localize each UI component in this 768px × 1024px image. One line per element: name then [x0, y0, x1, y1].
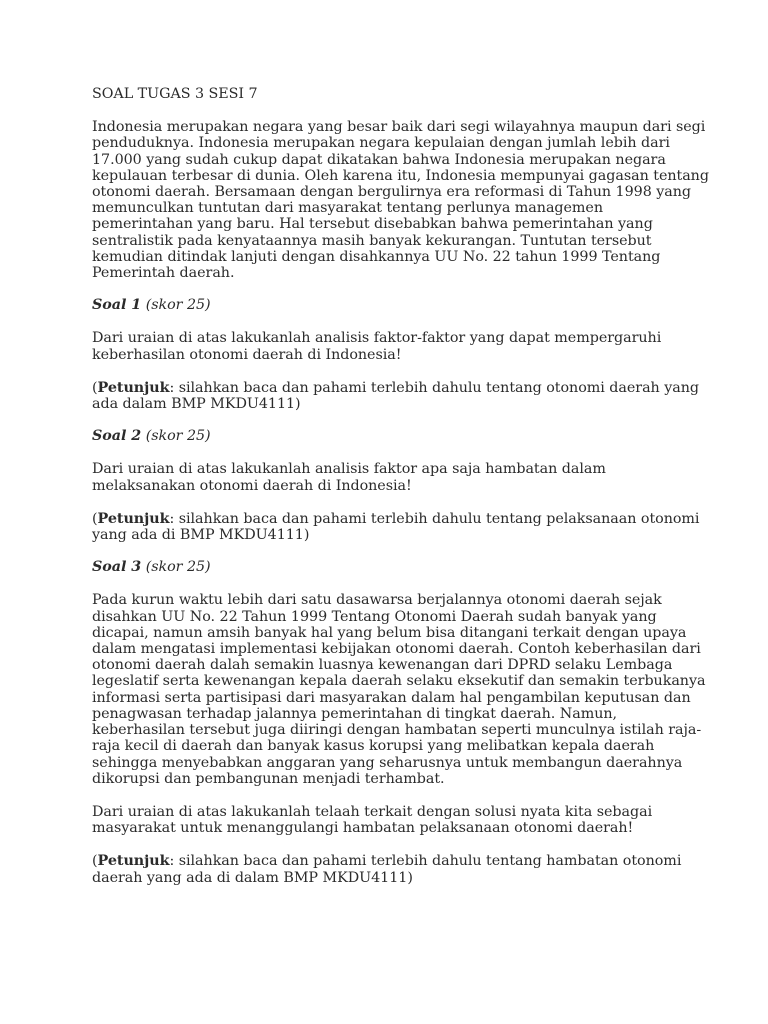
intro-line: memunculkan tuntutan dari masyarakat tentang perlunya managemen: [92, 200, 604, 217]
soal-3-body: [92, 592, 706, 787]
question-line: melaksanakan otonomi daerah di Indonesia!: [92, 477, 412, 494]
question-line: keberhasilan otonomi daerah di Indonesia!: [92, 346, 402, 363]
soal-2-title: Soal 2: [92, 428, 142, 445]
soal-3-hint: [92, 853, 684, 885]
body-line: dikorupsi dan pembangunan menjadi terhambat.: [92, 770, 445, 787]
body-line: dalam mengatasi implementasi kebijakan otonomi daerah. Contoh keberhasilan dari: [92, 641, 701, 658]
soal-1-title: Soal 1: [92, 297, 142, 314]
hint-line: [92, 510, 700, 527]
hint-line: [92, 379, 699, 396]
hint-line: daerah yang ada di dalam BMP MKDU4111): [92, 869, 413, 886]
soal-1-question: [92, 330, 684, 362]
question-line: Dari uraian di atas lakukanlah analisis faktor apa saja hambatan dalam: [92, 461, 606, 478]
soal-1-heading: [92, 297, 684, 313]
soal-2-score: (skor 25): [145, 428, 211, 445]
soal-2-hint: [92, 510, 700, 544]
document-page: [92, 86, 709, 886]
soal-3-score: (skor 25): [145, 559, 211, 576]
hint-text: : silahkan baca dan pahami terlebih dahulu tentang otonomi daerah yang: [169, 379, 699, 396]
body-line: otonomi daerah dalah semakin luasnya kewenangan dari DPRD selaku Lembaga: [92, 657, 673, 674]
soal-3-heading: [92, 559, 684, 575]
body-line: disahkan UU No. 22 Tahun 1999 Tentang Otonomi Daerah sudah banyak yang: [92, 608, 657, 625]
body-line: dicapai, namun amsih banyak hal yang belum bisa ditangani terkait dengan upaya: [92, 624, 687, 641]
body-line: penagwasan terhadap jalannya pemerintahan di tingkat daerah. Namun,: [92, 705, 618, 722]
soal-2-question: [92, 461, 684, 493]
document-title: SOAL TUGAS 3 SESI 7: [92, 86, 258, 102]
hint-label: Petunjuk: [97, 379, 170, 396]
hint-line: [92, 853, 684, 869]
body-line: sehingga menyebabkan anggaran yang seharusnya untuk membangun daerahnya: [92, 754, 683, 771]
hint-open-paren: (: [92, 379, 98, 396]
intro-line: 17.000 yang sudah cukup dapat dikatakan bahwa Indonesia merupakan negara: [92, 151, 666, 168]
intro-paragraph: [92, 119, 709, 282]
intro-line: Indonesia merupakan negara yang besar baik dari segi wilayahnya maupun dari segi: [92, 119, 706, 136]
soal-1-score: (skor 25): [145, 297, 211, 314]
hint-label: Petunjuk: [97, 853, 170, 870]
hint-open-paren: (: [92, 853, 98, 870]
body-line: legeslatif serta kewenangan kepala daerah selaku eksekutif dan semakin terbukanya: [92, 673, 706, 690]
soal-3-question: [92, 804, 684, 836]
hint-open-paren: (: [92, 510, 98, 527]
soal-3-title: Soal 3: [92, 559, 142, 576]
hint-line: yang ada di BMP MKDU4111): [92, 527, 310, 544]
question-line: Dari uraian di atas lakukanlah telaah terkait dengan solusi nyata kita sebagai: [92, 803, 653, 820]
body-line: informasi serta partisipasi dari masyarakan dalam hal pengambilan keputusan dan: [92, 689, 691, 706]
intro-line: kemudian ditindak lanjuti dengan disahkannya UU No. 22 tahun 1999 Tentang: [92, 248, 661, 265]
hint-line: ada dalam BMP MKDU4111): [92, 396, 301, 413]
soal-2-heading: [92, 428, 684, 444]
question-line: masyarakat untuk menanggulangi hambatan pelaksanaan otonomi daerah!: [92, 820, 634, 837]
hint-label: Petunjuk: [97, 510, 170, 527]
intro-line: kepulauan terbesar di dunia. Oleh karena itu, Indonesia mempunyai gagasan tentang: [92, 167, 709, 184]
question-line: Dari uraian di atas lakukanlah analisis faktor-faktor yang dapat mempergaruhi: [92, 330, 662, 347]
intro-line: Pemerintah daerah.: [92, 265, 235, 282]
hint-text: : silahkan baca dan pahami terlebih dahulu tentang pelaksanaan otonomi: [169, 510, 700, 527]
intro-line: pemerintahan yang baru. Hal tersebut disebabkan bahwa pemerintahan yang: [92, 216, 653, 233]
intro-line: sentralistik pada kenyataannya masih banyak kekurangan. Tuntutan tersebut: [92, 232, 652, 249]
body-line: Pada kurun waktu lebih dari satu dasawarsa berjalannya otonomi daerah sejak: [92, 592, 662, 609]
body-line: keberhasilan tersebut juga diiringi dengan hambatan seperti munculnya istilah raja-: [92, 722, 702, 739]
intro-line: penduduknya. Indonesia merupakan negara kepulaian dengan jumlah lebih dari: [92, 135, 670, 152]
soal-1-hint: [92, 379, 699, 413]
intro-line: otonomi daerah. Bersamaan dengan bergulirnya era reformasi di Tahun 1998 yang: [92, 184, 692, 201]
body-line: raja kecil di daerah dan banyak kasus korupsi yang melibatkan kepala daerah: [92, 738, 655, 755]
hint-text: : silahkan baca dan pahami terlebih dahulu tentang hambatan otonomi: [169, 853, 682, 870]
